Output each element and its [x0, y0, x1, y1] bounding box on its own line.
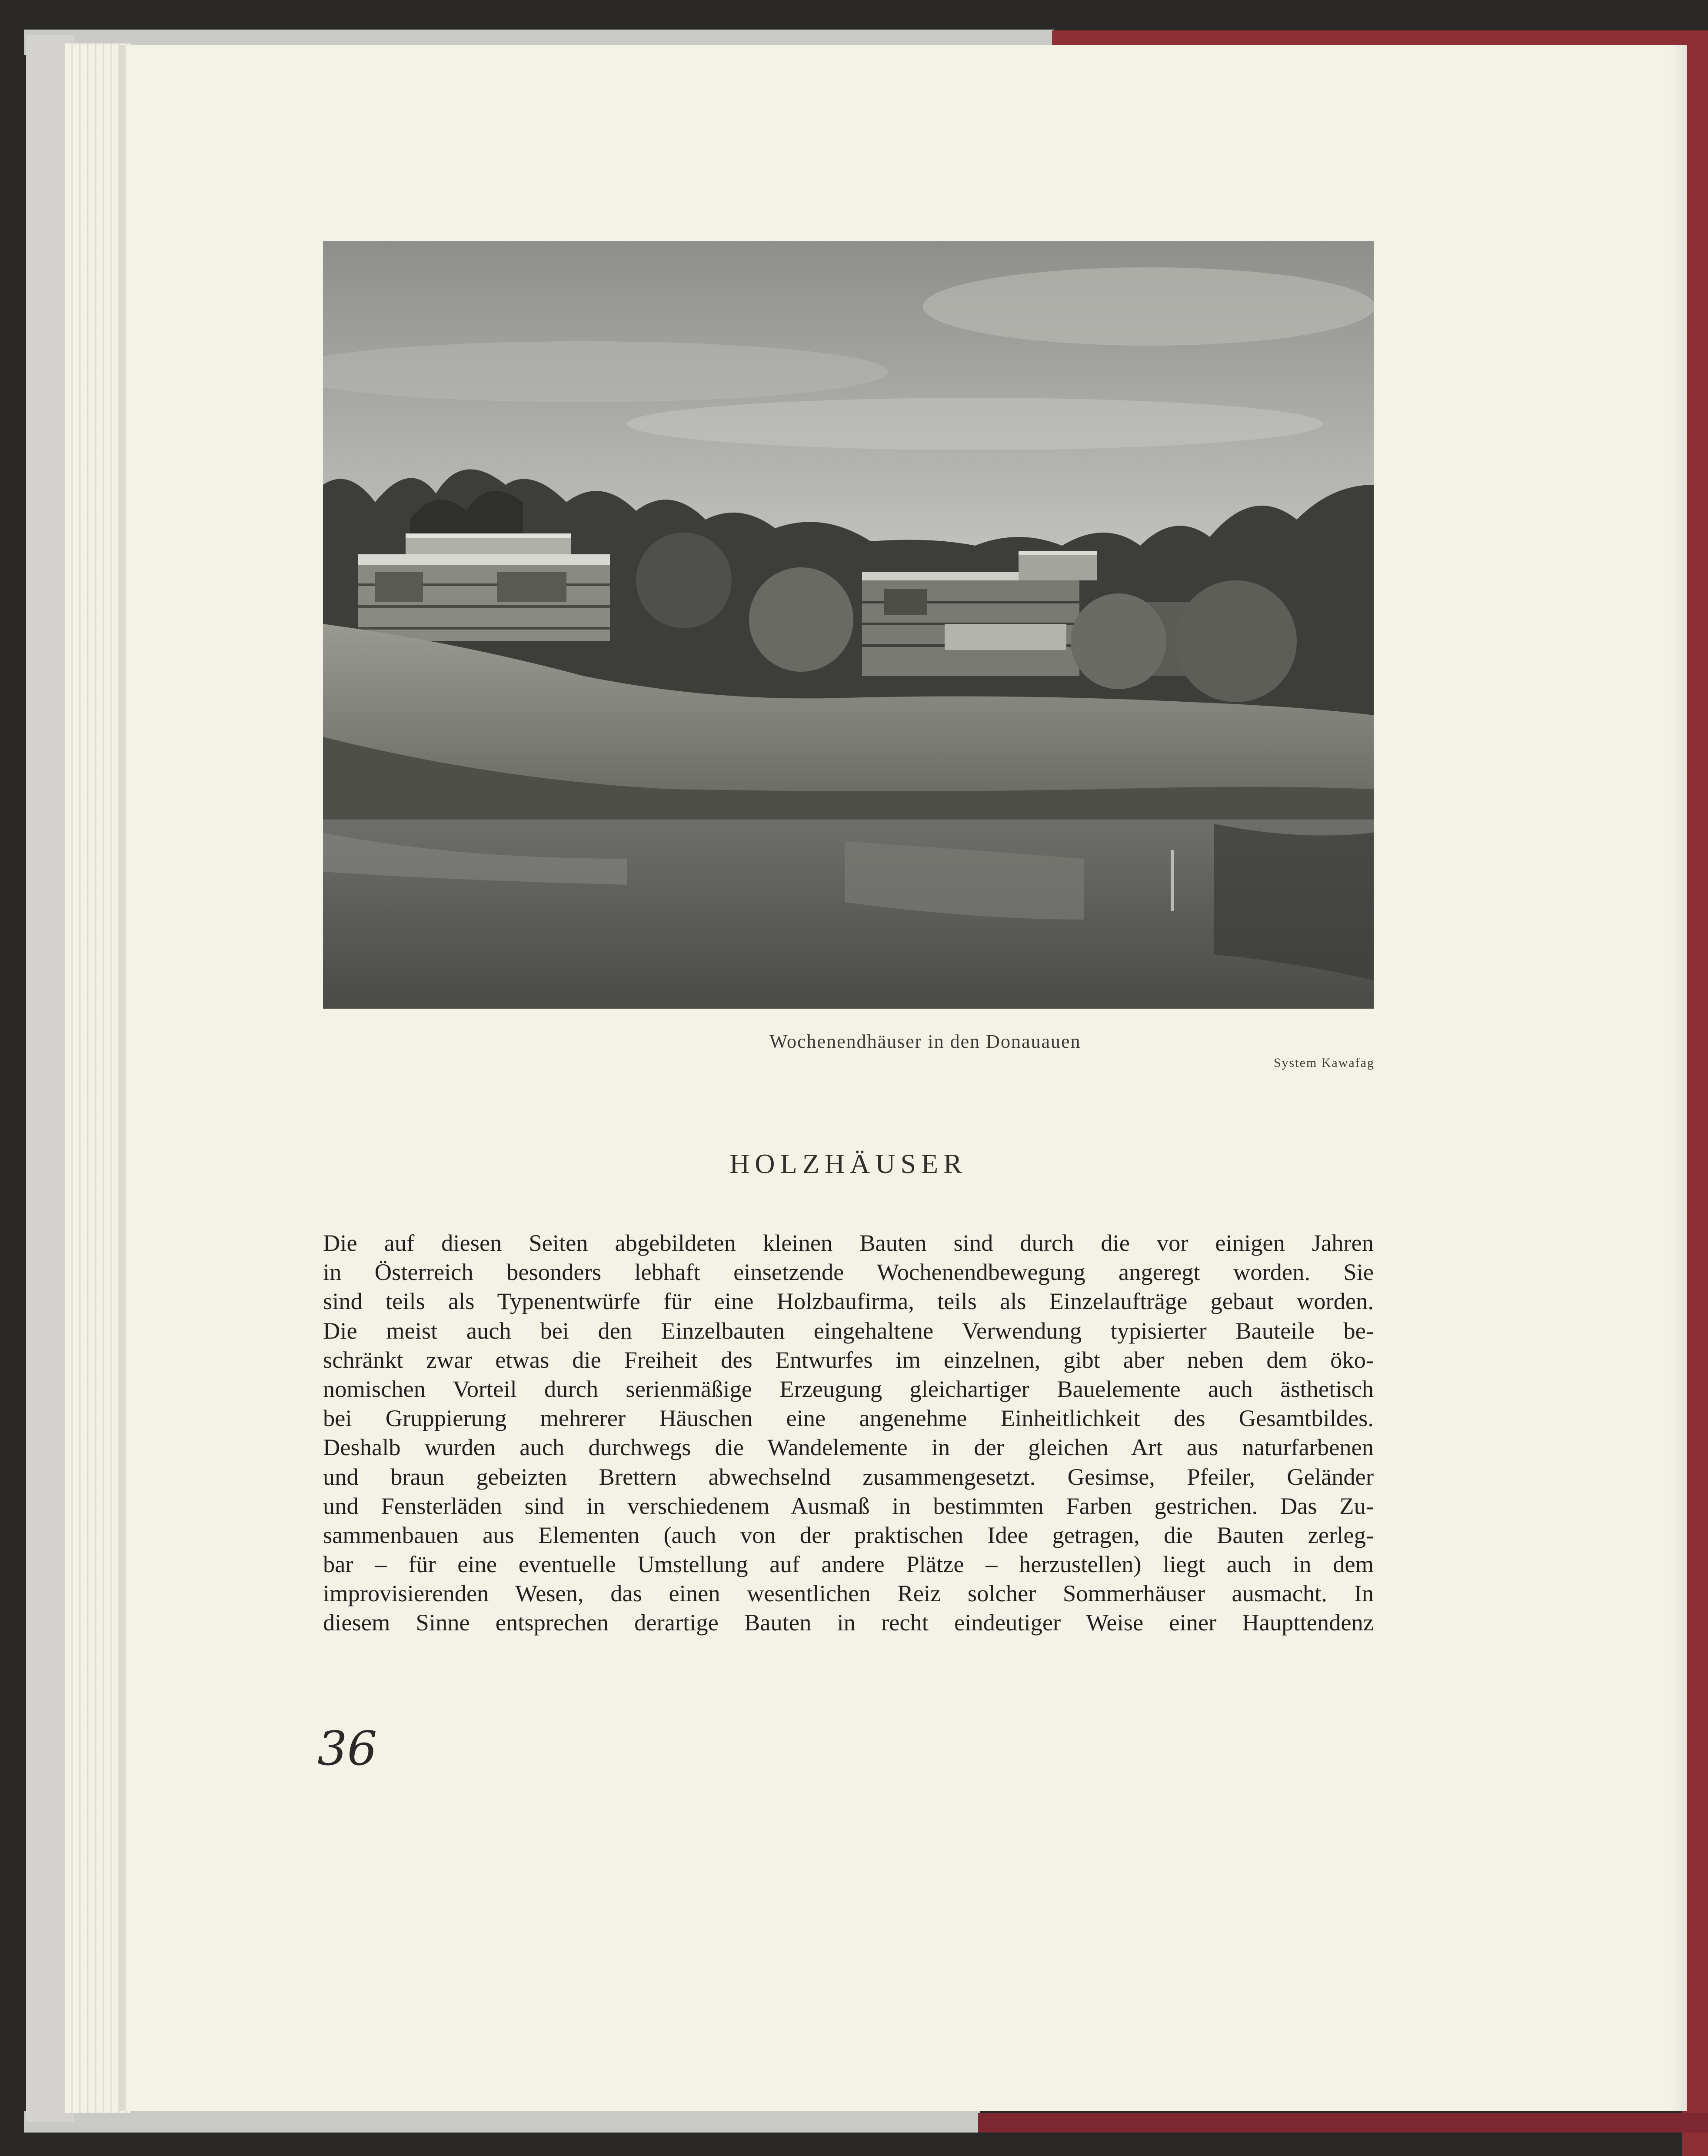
page-number: 36 — [317, 1722, 377, 1776]
body-line: Die auf diesen Seiten abgebildeten kleinen Bauten sind durch die vor einigen Jahren — [323, 1230, 1374, 1256]
photo-illustration — [323, 241, 1374, 1009]
book-cover-bottom — [24, 2111, 980, 2133]
body-line: schränkt zwar etwas die Freiheit des Entwurfes im einzelnen, gibt aber neben dem öko- — [323, 1346, 1374, 1373]
body-line: bar – für eine eventuelle Umstellung auf andere Plätze – herzustellen) liegt auch in dem — [323, 1551, 1374, 1578]
body-line: sammenbauen aus Elementen (auch von der praktischen Idee getragen, die Bauten zerleg- — [323, 1521, 1374, 1548]
body-line: und Fensterläden sind in verschiedenem Ausmaß in bestimmten Farben gestrichen. Das Zu- — [323, 1492, 1374, 1519]
body-line: und braun gebeizten Brettern abwechselnd zusammengesetzt. Gesimse, Pfeiler, Geländer — [323, 1463, 1374, 1490]
photograph-weekend-houses — [323, 241, 1374, 1009]
body-line: Deshalb wurden auch durchwegs die Wandelemente in der gleichen Art aus naturfarbenen — [323, 1434, 1374, 1461]
body-text — [323, 1228, 1374, 1637]
body-line: nomischen Vorteil durch serienmäßige Erzeugung gleichartiger Bauelemente auch ästhetisch — [323, 1375, 1374, 1402]
body-line: diesem Sinne entsprechen derartige Bauten in recht eindeutiger Weise einer Haupttendenz — [323, 1609, 1374, 1636]
book-cover-bottom-red — [978, 2113, 1708, 2133]
body-line: in Österreich besonders lebhaft einsetzende Wochenendbewegung angeregt worden. Sie — [323, 1259, 1374, 1286]
body-line: sind teils als Typenentwürfe für eine Holzbaufirma, teils als Einzelaufträge gebaut worden. — [323, 1288, 1374, 1315]
photo-credit: System Kawafag — [1273, 1056, 1375, 1070]
body-line: Die meist auch bei den Einzelbauten eingehaltene Verwendung typisierter Bauteile be- — [323, 1317, 1374, 1344]
body-line: improvisierenden Wesen, das einen wesentlichen Reiz solcher Sommerhäuser ausmacht. In — [323, 1580, 1374, 1607]
body-line: bei Gruppierung mehrerer Häuschen eine angenehme Einheitlichkeit des Gesamtbildes. — [323, 1405, 1374, 1432]
page-edge-shade — [1669, 45, 1687, 2111]
photo-caption: Wochenendhäuser in den Donauauen — [769, 1031, 1081, 1052]
section-heading: HOLZHÄUSER — [729, 1148, 967, 1179]
